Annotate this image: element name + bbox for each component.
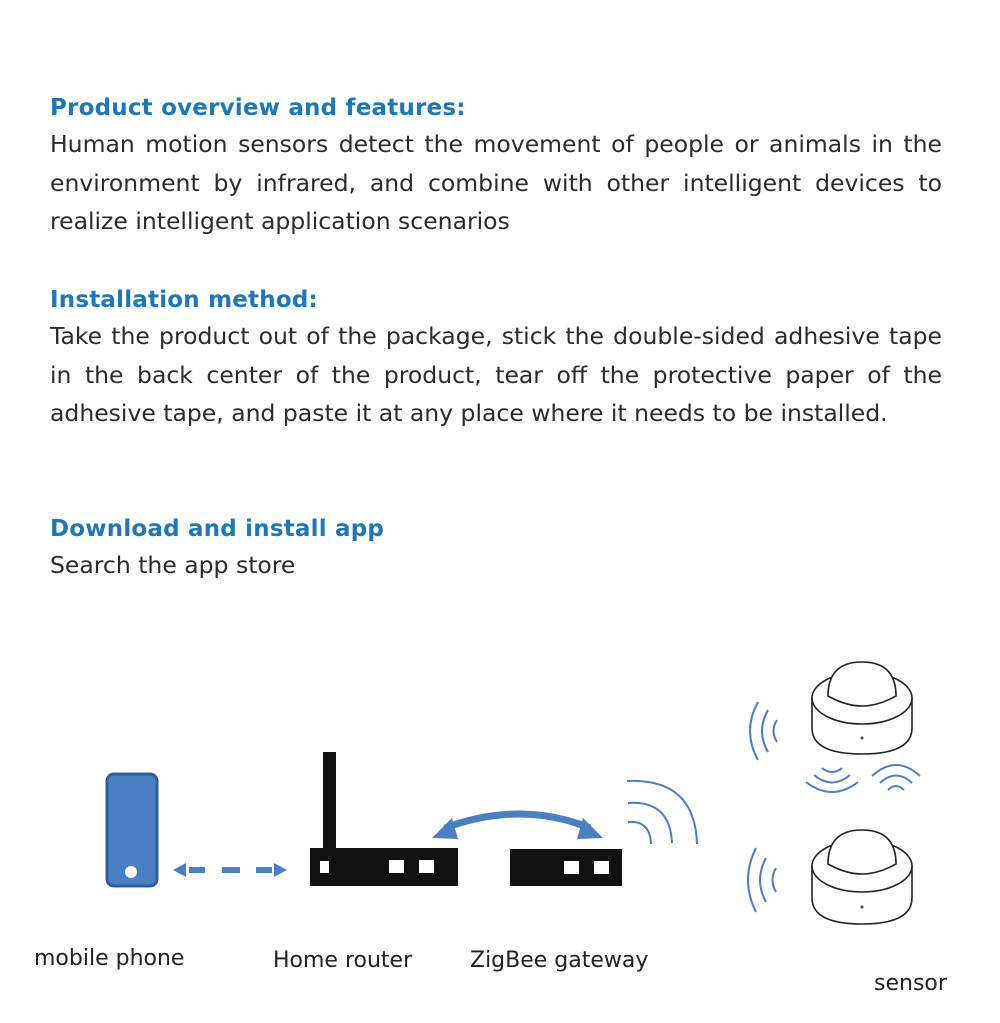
router-gateway-arrow-icon xyxy=(432,814,603,839)
download-section xyxy=(50,512,942,585)
mobile-phone-label: mobile phone xyxy=(34,946,185,971)
home-router-label: Home router xyxy=(273,948,413,973)
network-diagram xyxy=(0,640,1000,1018)
installation-section xyxy=(50,283,942,433)
download-text: Search the app store xyxy=(50,551,296,579)
installation-heading: Installation method: xyxy=(50,287,318,313)
sensor-signal-icon xyxy=(748,848,776,912)
installation-text: Take the product out of the package, stick the double-sided adhesive tape in the back center of the product, tear off the protective paper of the adhesive tape, and paste it at any place where it needs to be installed. xyxy=(50,322,942,427)
mobile-phone-icon xyxy=(107,774,157,886)
motion-sensor-icon xyxy=(812,830,912,924)
sensor-link-signal-icon xyxy=(806,765,920,792)
overview-heading: Product overview and features: xyxy=(50,95,466,121)
overview-text: Human motion sensors detect the movement of people or animals in the environment by infrared, and combine with other intelligent devices to realize intelligent application scenarios xyxy=(50,130,942,235)
motion-sensor-icon xyxy=(812,662,912,754)
sensor-signal-icon xyxy=(750,702,777,760)
wireless-signal-icon xyxy=(627,781,697,844)
overview-section xyxy=(50,91,942,241)
zigbee-gateway-icon xyxy=(510,849,622,886)
phone-router-arrow-icon xyxy=(173,863,287,877)
sensor-label: sensor xyxy=(874,971,947,996)
zigbee-gateway-label: ZigBee gateway xyxy=(470,948,649,973)
download-heading: Download and install app xyxy=(50,516,385,542)
router-icon xyxy=(310,752,458,886)
